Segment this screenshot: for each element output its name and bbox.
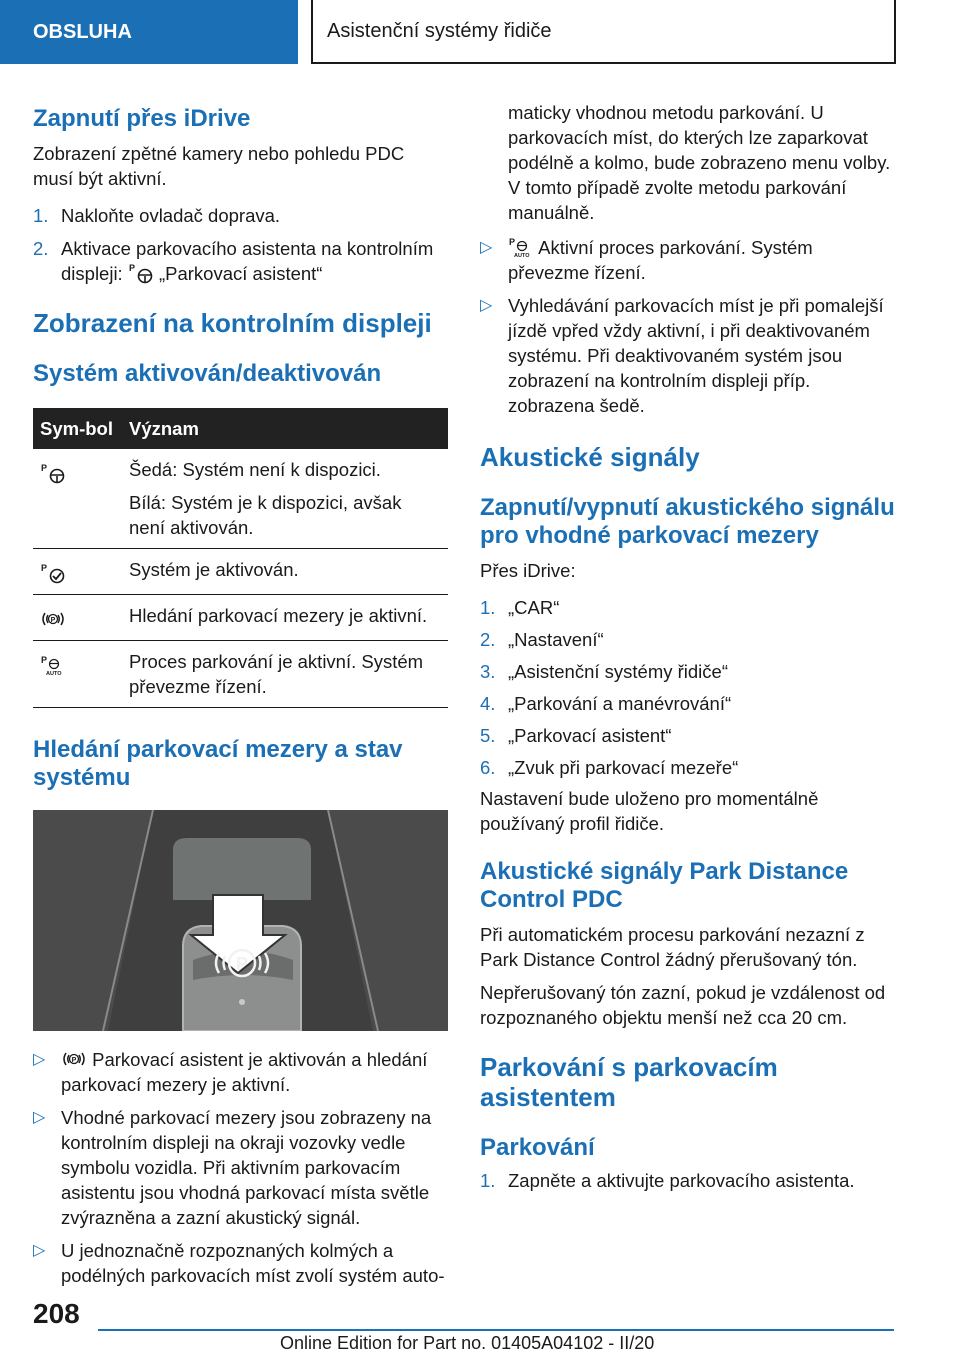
col-symbol: Sym-bol [33,408,122,449]
list-item: 4. „Parkování a manévrování“ [480,693,732,714]
list-item: 1. „CAR“ [480,597,560,618]
para-continued: maticky vhodnou metodu parkování. U parkovacích míst, do kterých lze zaparkovat podélně a kolmo, bude zobrazeno menu volby. V tomto případě zvolte metodu parkování manuálně. [508,102,891,223]
parking-illustration [33,810,448,1031]
left-column [33,100,448,1288]
heading-pdc: Akustické signály Park Distance Control PDC [480,858,849,913]
svg-text:P: P [41,655,48,665]
parking-assist-icon [128,262,154,284]
right-column [480,100,895,1193]
status-bullets [33,1047,448,1288]
svg-text:P: P [71,1057,77,1064]
svg-text:P: P [41,563,48,573]
header-chapter [311,0,896,64]
parking-assist-off-icon [40,462,66,484]
symbol-cell [33,549,122,595]
edition-label: Online Edition for Part no. 01405A04102 - II/20 [280,1333,655,1353]
table-row [33,595,448,641]
page-number: 208 [33,1298,80,1329]
svg-text:P: P [509,237,516,247]
parking-scene-image [33,810,448,1031]
para-saved: Nastavení bude uloženo pro momentálně používaný profil řidiče. [480,788,819,834]
list-item: 5. „Parkovací asistent“ [480,725,672,746]
steps-menu [480,595,895,780]
meaning-cell: Proces parkování je aktivní. Systém převezme řízení. [122,641,448,708]
col-meaning: Význam [122,408,448,449]
table-row [33,549,448,595]
svg-text:P: P [41,463,48,473]
triangle-bullet-icon: ▷ [33,1242,46,1259]
list-item: 2. „Nastavení“ [480,629,604,650]
table-row [33,449,448,549]
svg-text:AUTO: AUTO [46,671,62,676]
parking-search-icon [40,608,66,630]
list-item: 6. „Zvuk při parkovací mezeře“ [480,757,739,778]
svg-text:P: P [128,263,135,273]
triangle-bullet-icon: ▷ [480,297,493,314]
heading-status: Systém aktivován/deaktivován [33,360,382,387]
para-pdc1: Při automatickém procesu parkování nezazní z Park Distance Control žádný přerušovaný tón. [480,924,865,970]
list-item: ▷ U jednoznačně rozpoznaných kolmých a podélných parkovacích míst zvolí systém auto- [33,1240,445,1286]
chapter-label: Asistenční systémy řidiče [327,19,552,42]
heading-toggle: Zapnutí/vypnutí akustického signálu pro vhodné parkovací mezery [480,494,895,549]
list-item: ▷ P Parkovací asistent je aktivován a hledání parkovací mezery je aktivní. [33,1049,428,1095]
svg-text:AUTO: AUTO [514,253,530,258]
symbol-cell [33,595,122,641]
meaning-cell: Šedá: Systém není k dispozici. Bílá: Systém je k dispozici, avšak není aktivován. [122,449,448,549]
heading-idrive: Zapnutí přes iDrive [33,105,251,132]
list-item: ▷ Vhodné parkovací mezery jsou zobrazeny na kontrolním displeji na okraji vozovky vedle symbolu vozidla. Při aktivním parkovacím asistentu jsou vhodná parkovací místa světle zvýrazněna a zazní akustický signál. [33,1107,432,1228]
parking-assist-on-icon [40,562,66,584]
symbol-table [33,408,448,708]
para-via: Přes iDrive: [480,560,576,581]
footer-divider [98,1329,894,1331]
meaning-cell: Systém je aktivován. [122,549,448,595]
parking-auto-icon [40,654,66,676]
symbol-cell [33,449,122,549]
heading-parking: Parkování s parkovacím asistentem [480,1052,778,1112]
list-item: 3. „Asistenční systémy řidiče“ [480,661,728,682]
section-label: OBSLUHA [33,20,132,43]
heading-search: Hledání parkovací mezery a stav systému [33,736,403,791]
triangle-bullet-icon: ▷ [33,1109,46,1126]
list-item: ▷ P AUTO Aktivní proces parkování. Systém převezme řízení. [480,237,813,283]
heading-acoustic: Akustické signály [480,442,700,472]
header-section [0,0,298,64]
svg-text:P: P [236,954,249,974]
triangle-bullet-icon: ▷ [480,239,493,256]
parking-auto-icon [508,236,534,258]
parking-search-icon [61,1048,87,1070]
list-item: 2. Aktivace parkovacího asistenta na kontrolním displeji: P „Parkovací asistent“ [33,238,434,284]
list-item: 1. Nakloňte ovladač doprava. [33,205,281,226]
para-idrive: Zobrazení zpětné kamery nebo pohledu PDC musí být aktivní. [33,143,405,189]
list-item: ▷ Vyhledávání parkovacích míst je při pomalejší jízdě vpřed vždy aktivní, i při deaktivovaném systému. Při deaktivovaném systém jsou zobrazení na kontrolním displeji příp. zobrazena šedě. [480,295,884,416]
triangle-bullet-icon: ▷ [33,1051,46,1068]
heading-park: Parkování [480,1134,595,1161]
steps-idrive [33,203,448,286]
symbol-cell [33,641,122,708]
svg-text:P: P [50,617,56,624]
heading-display: Zobrazení na kontrolním displeji [33,308,432,338]
steps-park [480,1168,895,1193]
table-row [33,641,448,708]
para-pdc2: Nepřerušovaný tón zazní, pokud je vzdálenost od rozpoznaného objektu menší než cca 20 cm. [480,982,886,1028]
meaning-cell: Hledání parkovací mezery je aktivní. [122,595,448,641]
list-item: 1. Zapněte a aktivujte parkovacího asistenta. [480,1170,855,1191]
process-bullets [480,235,895,418]
